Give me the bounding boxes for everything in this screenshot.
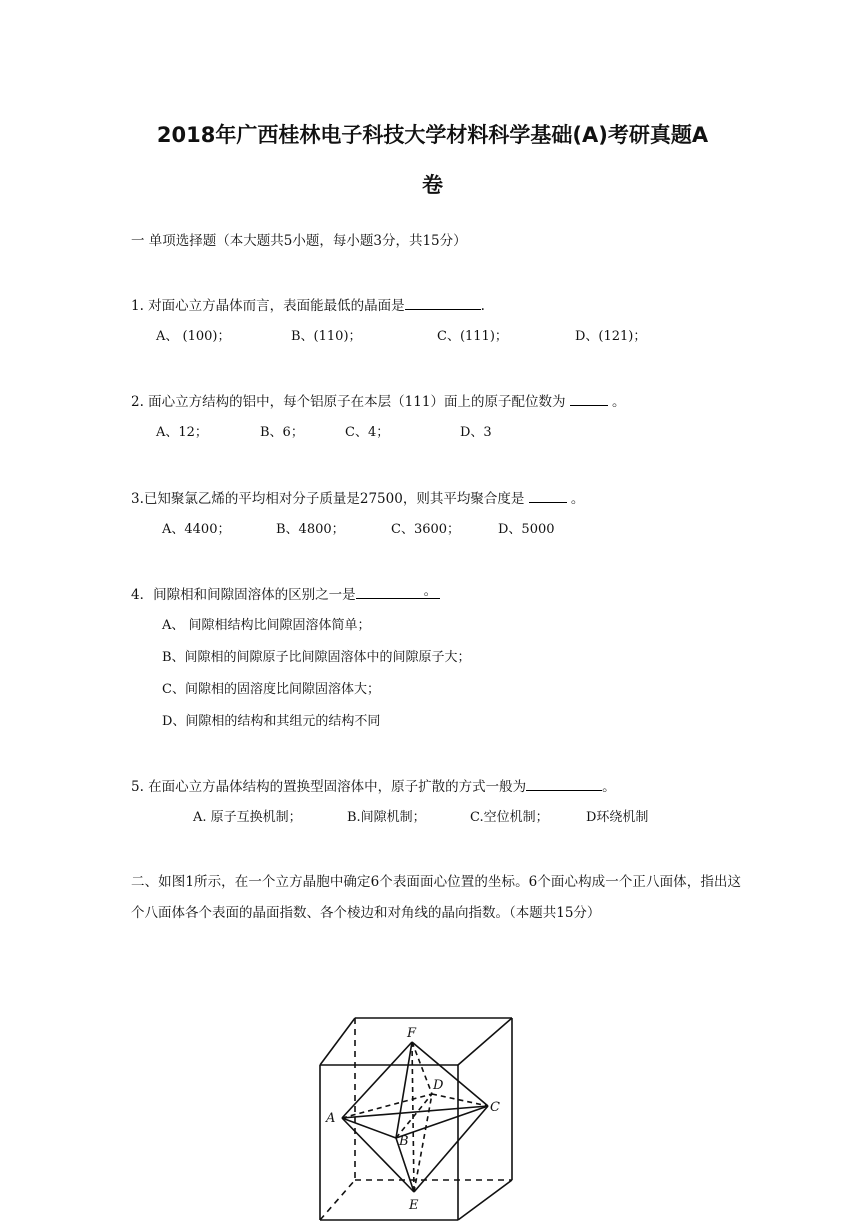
q1-option-b: B、(110)； (291, 329, 362, 344)
question-3-stem (131, 488, 584, 509)
q2-option-c: C、4； (345, 425, 390, 440)
question-1-tail: . (480, 298, 485, 314)
cube-edge (320, 1018, 355, 1065)
q2-option-b: B、6； (260, 425, 304, 440)
question-3-tail: 。 (570, 491, 585, 507)
q5-option-d: D环绕机制 (586, 810, 649, 825)
question-4-tail: 。 (423, 583, 438, 599)
q3-option-a: A、4400； (162, 522, 231, 537)
q4-option-c: C、间隙相的固溶度比间隙固溶体大； (162, 682, 380, 697)
cube-octahedron-diagram (300, 1010, 530, 1224)
question-2-stem (131, 391, 626, 412)
q3-option-c: C、3600； (391, 522, 461, 537)
vertex-label-c: C (490, 1100, 500, 1115)
vertex-label-b: B (399, 1134, 409, 1149)
vertex-label-e: E (409, 1198, 419, 1213)
section2-question: 二、如图1所示，在一个立方晶胞中确定6个表面面心位置的坐标。6个面心构成一个正八面体，指出这个八面体各个表面的晶面指数、各个棱边和对角线的晶向指数。（本题共15分） (131, 874, 741, 921)
answer-blank (405, 295, 481, 310)
vertex-label-f: F (407, 1026, 417, 1041)
question-3-text: 3.已知聚氯乙烯的平均相对分子质量是27500，则其平均聚合度是 (131, 491, 525, 507)
q5-option-b: B.间隙机制； (347, 810, 426, 825)
page-title (110, 110, 755, 210)
q3-option-d: D、5000 (498, 522, 555, 537)
cube-edge (458, 1018, 512, 1065)
cube-edge-hidden (320, 1180, 355, 1220)
q5-option-a: A. 原子互换机制； (193, 810, 302, 825)
figure-cube-octahedron (300, 1010, 530, 1224)
answer-blank (356, 584, 440, 599)
title-line-2: 卷 (422, 173, 443, 197)
q2-option-a: A、12； (156, 425, 208, 440)
question-5-tail: 。 (602, 779, 616, 795)
question-4-stem (131, 584, 440, 605)
q5-option-c: C.空位机制； (470, 810, 549, 825)
answer-blank (526, 776, 602, 791)
q4-option-a: A、 间隙相结构比间隙固溶体简单； (162, 618, 371, 633)
vertex-label-d: D (433, 1078, 444, 1093)
answer-blank (529, 488, 567, 503)
question-1-stem (131, 295, 485, 316)
answer-blank (570, 391, 608, 406)
title-line-1: 2018年广西桂林电子科技大学材料科学基础(A)考研真题A (156, 123, 709, 147)
q3-option-b: B、4800； (276, 522, 345, 537)
q1-option-c: C、(111)； (437, 329, 508, 344)
octahedron-edge (342, 1118, 396, 1138)
question-5-text: 5. 在面心立方晶体结构的置换型固溶体中，原子扩散的方式一般为 (131, 779, 527, 795)
q4-option-d: D、间隙相的结构和其组元的结构不同 (162, 714, 381, 729)
q1-option-a: A、 (100)； (156, 329, 231, 344)
question-2-tail: 。 (612, 394, 626, 410)
question-5-stem (131, 776, 616, 797)
question-4-text: 4．间隙相和间隙固溶体的区别之一是 (131, 587, 356, 603)
section1-heading: 一 单项选择题（本大题共5小题，每小题3分，共15分） (131, 233, 467, 249)
q4-option-b: B、间隙相的间隙原子比间隙固溶体中的间隙原子大； (162, 650, 471, 665)
q2-option-d: D、3 (460, 425, 492, 440)
q1-option-d: D、(121)； (575, 329, 647, 344)
vertex-label-a: A (326, 1111, 336, 1126)
cube-edge (458, 1180, 512, 1220)
question-2-text: 2. 面心立方结构的铝中，每个铝原子在本层（111）面上的原子配位数为 (131, 394, 566, 410)
question-1-text: 1. 对面心立方晶体而言，表面能最低的晶面是 (131, 298, 405, 314)
octahedron-edge-hidden (432, 1094, 488, 1106)
octahedron-edge-hidden (414, 1094, 432, 1192)
